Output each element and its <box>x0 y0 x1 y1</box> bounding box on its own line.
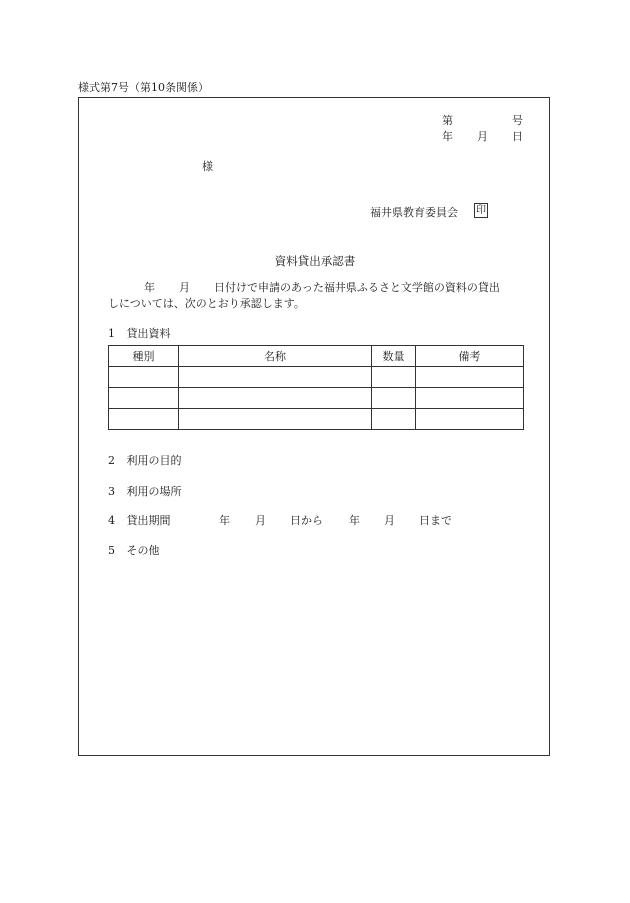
table-cell <box>372 409 416 430</box>
addressee-honorific: 様 <box>202 160 213 173</box>
doc-number-prefix: 第 <box>442 114 453 127</box>
document-title: 資料貸出承認書 <box>274 254 356 268</box>
table-header-row <box>109 346 524 367</box>
document-number-line <box>442 114 523 127</box>
table-row <box>109 367 524 388</box>
issuer-name: 福井県教育委員会 <box>370 206 458 219</box>
section-2-heading <box>108 455 182 466</box>
section-3-number: 3 <box>108 485 115 498</box>
body-month: 月 <box>179 281 190 294</box>
section-5-title: その他 <box>126 544 160 557</box>
section-5-number: 5 <box>108 544 115 557</box>
table-cell <box>416 367 524 388</box>
table-row <box>109 388 524 409</box>
period-end-year: 年 <box>349 514 360 527</box>
form-number-label: 様式第7号（第10条関係） <box>78 81 209 94</box>
section-4-title: 貸出期間 <box>126 514 171 527</box>
column-header-quantity: 数量 <box>372 346 416 367</box>
table-cell <box>179 367 372 388</box>
period-start-month: 月 <box>255 514 266 527</box>
body-text-line-2: しについては、次のとおり承認します。 <box>108 297 305 310</box>
doc-date-year: 年 <box>442 130 453 143</box>
body-year: 年 <box>144 281 155 294</box>
period-start-year: 年 <box>219 514 230 527</box>
section-1-title: 貸出資料 <box>126 327 171 340</box>
period-start-from: 日から <box>290 514 323 527</box>
table-cell <box>179 388 372 409</box>
section-4-number: 4 <box>108 514 115 527</box>
document-date-line <box>442 130 523 143</box>
section-2-number: 2 <box>108 454 115 467</box>
table-cell <box>109 367 179 388</box>
doc-date-month: 月 <box>477 130 488 143</box>
section-4-heading <box>108 514 452 527</box>
section-2-title: 利用の目的 <box>126 454 182 467</box>
section-1-number: 1 <box>108 327 115 340</box>
table-row <box>109 409 524 430</box>
section-5-heading <box>108 545 160 556</box>
table-cell <box>416 388 524 409</box>
doc-date-day: 日 <box>512 130 523 143</box>
column-header-name: 名称 <box>179 346 372 367</box>
column-header-remarks: 備考 <box>416 346 524 367</box>
loan-items-table <box>108 345 524 430</box>
table-cell <box>372 388 416 409</box>
section-3-title: 利用の場所 <box>126 485 182 498</box>
period-end-month: 月 <box>384 514 395 527</box>
doc-number-suffix: 号 <box>512 114 523 127</box>
table-cell <box>372 367 416 388</box>
period-end-to: 日まで <box>419 514 452 527</box>
table-cell <box>179 409 372 430</box>
table-cell <box>109 388 179 409</box>
section-3-heading <box>108 486 182 497</box>
body-line1-rest: 日付けで申請のあった福井県ふるさと文学館の資料の貸出 <box>214 281 500 294</box>
table-cell <box>109 409 179 430</box>
seal-stamp: 印 <box>476 205 486 216</box>
section-1-heading <box>108 328 171 339</box>
table-cell <box>416 409 524 430</box>
column-header-type: 種別 <box>109 346 179 367</box>
